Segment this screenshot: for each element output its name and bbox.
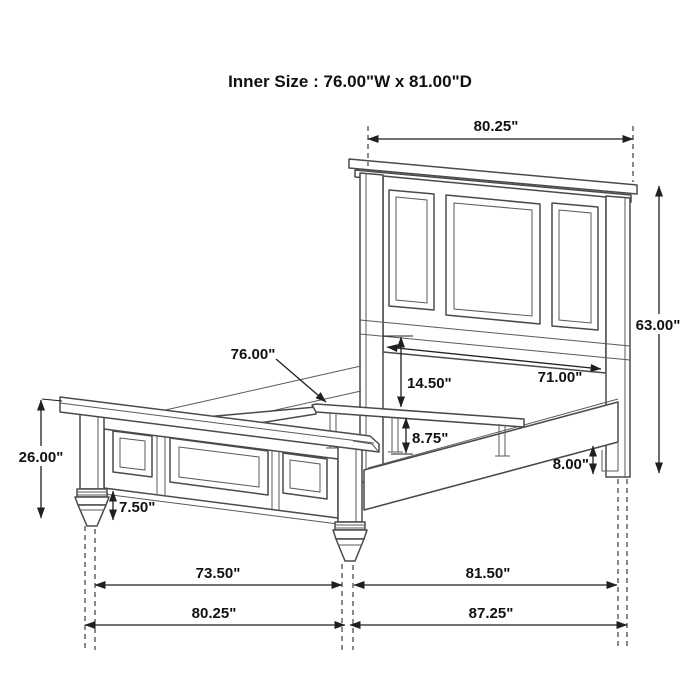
- dim-overall-depth-label: 87.25": [468, 605, 514, 622]
- footboard-drawing: [60, 397, 379, 561]
- dim-rail-clearance-label: 8.00": [552, 456, 589, 473]
- dim-height-label: 63.00": [635, 317, 681, 334]
- dim-rail-inner-depth-label: 71.00": [537, 369, 583, 386]
- dim-leader-slat-width: [276, 359, 326, 402]
- dim-rail-span-label: 81.50": [465, 565, 511, 582]
- dim-footboard-height-label: 26.00": [18, 449, 64, 466]
- dim-footboard-inner-width-label: 73.50": [195, 565, 241, 582]
- page-title: Inner Size : 76.00"W x 81.00"D: [228, 72, 472, 91]
- dim-top-width-label: 80.25": [473, 118, 519, 135]
- dim-drop-to-slat-label: 14.50": [407, 375, 452, 392]
- dim-leg-height-label: 7.50": [119, 499, 156, 516]
- dim-slat-support-label: 8.75": [412, 430, 449, 447]
- dim-slat-width-label: 76.00": [230, 346, 276, 363]
- dim-footboard-width-label: 80.25": [191, 605, 237, 622]
